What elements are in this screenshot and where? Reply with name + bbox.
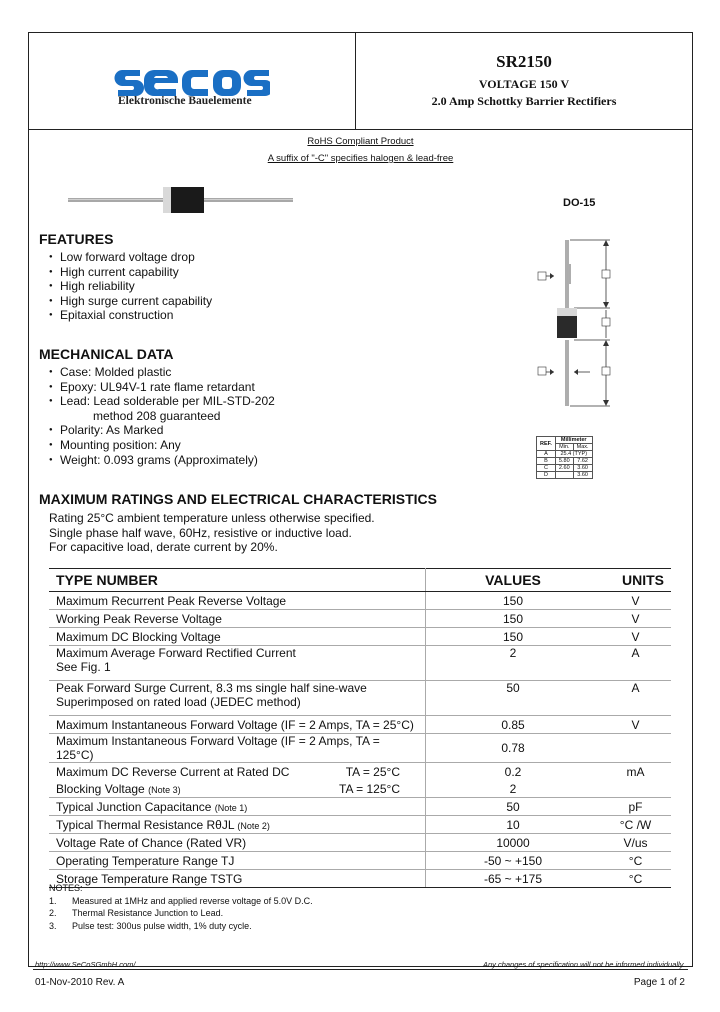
- col-header-values: VALUES: [426, 569, 601, 592]
- table-row: [49, 780, 671, 798]
- param-cell: Voltage Rate of Chance (Rated VR): [49, 834, 426, 852]
- value-cell: 150: [426, 592, 601, 610]
- dim-row: [537, 465, 593, 472]
- dim-cell: 5.80: [555, 458, 573, 465]
- param-cell: Maximum Instantaneous Forward Voltage (IF = 2 Amps, TA = 25°C): [49, 716, 426, 734]
- unit-cell: A: [600, 681, 671, 716]
- value-cell: 0.85: [426, 716, 601, 734]
- note-ref: (Note 2): [237, 820, 270, 831]
- value-cell: 50: [426, 681, 601, 716]
- value-cell: 150: [426, 628, 601, 646]
- param-cell: [49, 798, 426, 816]
- table-row: [49, 798, 671, 816]
- notes-section: [49, 882, 313, 932]
- note-text: Thermal Resistance Junction to Lead.: [72, 908, 224, 918]
- param-line: Peak Forward Surge Current, 8.3 ms single half sine-wave: [56, 681, 367, 695]
- note-item: [49, 920, 313, 933]
- dim-cell: 3.60: [573, 472, 592, 479]
- ratings-notes: [49, 511, 375, 555]
- dim-cell: 25.4 (TYP): [555, 451, 592, 458]
- condition-text: TA = 25°C: [345, 764, 400, 779]
- list-item: method 208 guaranteed: [93, 408, 221, 423]
- param-cell: Maximum DC Blocking Voltage: [49, 628, 426, 646]
- param-cell: [49, 763, 426, 781]
- param-line: Superimposed on rated load (JEDEC method): [56, 695, 301, 709]
- date-revision: 01-Nov-2010 Rev. A: [35, 977, 125, 988]
- list-item: ● Low forward voltage drop: [49, 250, 212, 265]
- dim-cell: 3.60: [573, 465, 592, 472]
- rating-note: Single phase half wave, 60Hz, resistive or inductive load.: [49, 525, 352, 540]
- note-text: Pulse test: 300us pulse width, 1% duty cycle.: [72, 920, 252, 931]
- list-item: ● High current capability: [49, 265, 212, 280]
- table-row: [49, 592, 671, 610]
- product-description: 2.0 Amp Schottky Barrier Rectifiers: [431, 94, 617, 108]
- param-text: Typical Thermal Resistance RθJL: [56, 817, 235, 832]
- param-text: Maximum DC Reverse Current at Rated DC: [56, 764, 290, 779]
- dim-cell: B: [537, 458, 556, 465]
- condition-text: TA = 125°C: [339, 781, 400, 796]
- list-item: ● Epitaxial construction: [49, 308, 212, 323]
- table-row: [49, 763, 671, 781]
- dim-cell: D: [537, 472, 556, 479]
- dim-row: [537, 472, 593, 479]
- features-title: FEATURES: [39, 231, 114, 247]
- table-row: [49, 852, 671, 870]
- param-cell: [49, 816, 426, 834]
- dim-cell: [555, 472, 573, 479]
- unit-cell: °C: [600, 870, 671, 888]
- param-cell: Operating Temperature Range TJ: [49, 852, 426, 870]
- param-cell: Working Peak Reverse Voltage: [49, 610, 426, 628]
- unit-cell: V/us: [600, 834, 671, 852]
- note-item: [49, 907, 313, 920]
- table-row: [49, 610, 671, 628]
- col-header-units: UNITS: [600, 569, 671, 592]
- dim-cell: A: [537, 451, 556, 458]
- param-text: Blocking Voltage: [56, 781, 145, 796]
- company-url[interactable]: http://www.SeCoSGmbH.com/: [35, 960, 136, 969]
- page-number: Page 1 of 2: [633, 977, 685, 988]
- rohs-note: RoHS Compliant Product: [307, 136, 414, 147]
- table-row: [49, 628, 671, 646]
- dim-cell: 2.60: [555, 465, 573, 472]
- param-line: Maximum Average Forward Rectified Current: [56, 646, 296, 660]
- note-number: 3.: [49, 920, 57, 931]
- unit-cell: V: [600, 716, 671, 734]
- list-item: ● Mounting position: Any: [49, 438, 275, 453]
- unit-cell: °C: [600, 852, 671, 870]
- param-cell: Maximum Recurrent Peak Reverse Voltage: [49, 592, 426, 610]
- value-cell: -50 ~ +150: [426, 852, 601, 870]
- list-item: ● Weight: 0.093 grams (Approximately): [49, 453, 275, 468]
- param-cell: [49, 681, 426, 716]
- unit-cell: V: [600, 610, 671, 628]
- table-row: [49, 716, 671, 734]
- unit-cell: V: [600, 628, 671, 646]
- company-subtitle: Elektronische Bauelemente: [118, 95, 252, 107]
- list-item: ● High surge current capability: [49, 294, 212, 309]
- note-number: 1.: [49, 895, 57, 906]
- dimension-table: [536, 436, 593, 479]
- package-label: DO-15: [563, 197, 596, 209]
- dim-mm-header: Millimeter: [555, 437, 592, 444]
- voltage-rating: VOLTAGE 150 V: [478, 77, 570, 91]
- unit-cell: mA: [626, 764, 645, 779]
- dim-cell: 7.62: [573, 458, 592, 465]
- value-cell: 50: [426, 798, 601, 816]
- note-ref: (Note 3): [148, 784, 181, 795]
- table-row: [49, 834, 671, 852]
- dim-min-header: Min.: [555, 444, 573, 451]
- list-item: ● Lead: Lead solderable per MIL-STD-202: [49, 394, 275, 409]
- dim-row: [537, 451, 593, 458]
- table-row: [49, 734, 671, 763]
- package-outline-drawing: [530, 234, 620, 414]
- table-row: [49, 681, 671, 716]
- footer-divider: [33, 969, 688, 970]
- note-item: [49, 895, 313, 908]
- value-cell: 2: [426, 780, 601, 798]
- param-cell: Maximum Instantaneous Forward Voltage (IF = 2 Amps, TA = 125°C): [49, 734, 426, 763]
- param-cell: Storage Temperature Range TSTG: [49, 870, 426, 888]
- value-cell: 0.78: [426, 734, 601, 763]
- param-text: Typical Junction Capacitance: [56, 799, 212, 814]
- header-divider: [28, 129, 693, 130]
- mechanical-title: MECHANICAL DATA: [39, 346, 174, 362]
- note-number: 2.: [49, 908, 57, 918]
- dim-max-header: Max.: [573, 444, 592, 451]
- list-item: ● Case: Molded plastic: [49, 365, 275, 380]
- unit-cell: V: [600, 592, 671, 610]
- param-line: See Fig. 1: [56, 660, 111, 674]
- notes-title: NOTES:: [49, 883, 83, 893]
- note-ref: (Note 1): [214, 802, 248, 813]
- col-header-type: TYPE NUMBER: [49, 569, 426, 592]
- table-row: [49, 646, 671, 681]
- dim-row: [537, 458, 593, 465]
- part-number: SR2150: [496, 52, 552, 71]
- value-cell: 0.2: [504, 764, 522, 779]
- value-cell: 10000: [426, 834, 601, 852]
- note-text: Measured at 1MHz and applied reverse voltage of 5.0V D.C.: [72, 895, 313, 906]
- value-cell: 10: [426, 816, 601, 834]
- mechanical-list: [49, 365, 275, 467]
- list-item: ● Epoxy: UL94V-1 rate flame retardant: [49, 380, 275, 395]
- rating-note: Rating 25°C ambient temperature unless otherwise specified.: [49, 511, 375, 525]
- table-row: [49, 816, 671, 834]
- value-cell: 2: [426, 646, 601, 681]
- diode-image: [68, 185, 293, 215]
- features-list: [49, 250, 212, 323]
- ratings-title: MAXIMUM RATINGS AND ELECTRICAL CHARACTERISTICS: [39, 491, 437, 507]
- changes-disclaimer: Any changes of specification will not be informed individually.: [482, 960, 685, 969]
- value-cell: -65 ~ +175: [426, 870, 601, 888]
- unit-cell: A: [600, 646, 671, 681]
- suffix-note: A suffix of "-C" specifies halogen & lead-free: [267, 153, 454, 164]
- unit-cell: pF: [600, 798, 671, 816]
- value-cell: 150: [426, 610, 601, 628]
- param-cell: [49, 646, 426, 681]
- unit-cell: °C /W: [600, 816, 671, 834]
- list-item: ● High reliability: [49, 279, 212, 294]
- list-item: ● Polarity: As Marked: [49, 423, 275, 438]
- dim-ref-header: REF.: [537, 437, 556, 451]
- secos-logo: [110, 60, 270, 96]
- rating-note: For capacitive load, derate current by 20%.: [49, 540, 278, 555]
- unit-cell: [600, 734, 671, 763]
- unit-cell: [600, 780, 671, 798]
- param-cell: [49, 780, 426, 798]
- dim-cell: C: [537, 465, 556, 472]
- spec-table: [49, 568, 671, 888]
